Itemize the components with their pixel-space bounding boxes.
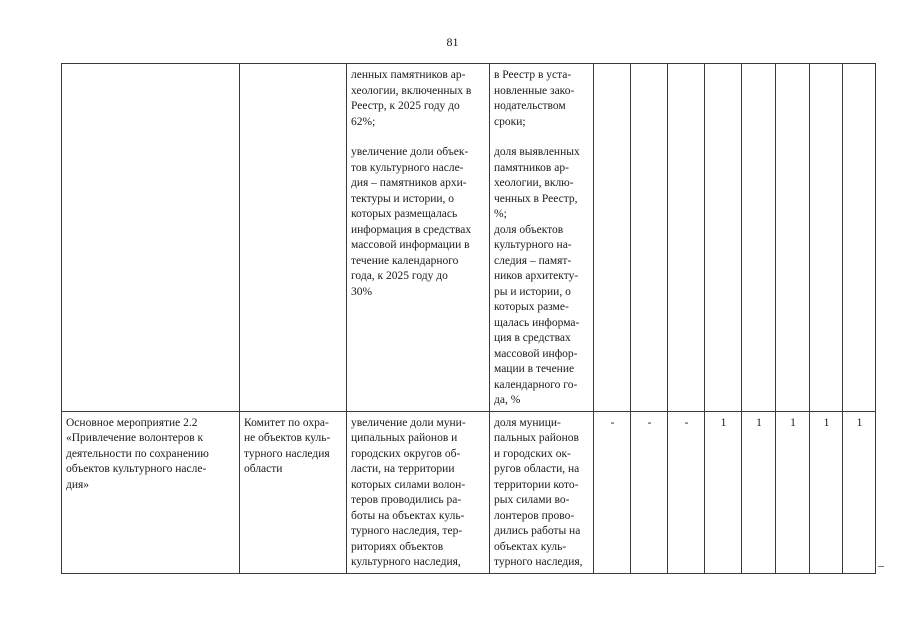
result-cell — [347, 64, 490, 412]
value-cell: 1 — [705, 411, 742, 573]
text-line: которых разме- — [494, 301, 569, 313]
value-cell — [631, 64, 668, 412]
value-cell: - — [631, 411, 668, 573]
text-line: ция в средствах — [494, 332, 571, 344]
value-cell: 1 — [810, 411, 843, 573]
text-line: ленных памятников ар- — [351, 69, 466, 81]
value-cell: 1 — [843, 411, 876, 573]
text-line: мации в течение — [494, 363, 575, 375]
text-line: ников архитекту- — [494, 270, 579, 282]
text-line: турного наследия, — [494, 556, 583, 568]
paragraph — [351, 68, 486, 130]
text-line: в Реестр в уста- — [494, 69, 572, 81]
text-line: которых размещалась — [351, 208, 458, 220]
text-line: турного наследия, тер- — [351, 525, 463, 537]
text-line: увеличение доли муни- — [351, 416, 466, 429]
text-line: и городских ок- — [494, 447, 571, 460]
text-line: да, % — [494, 394, 521, 406]
scan-mark — [878, 566, 884, 567]
text-line: рых силами во- — [494, 494, 570, 506]
value-cell: 1 — [742, 411, 776, 573]
text-line: ласти, на территории — [351, 463, 455, 475]
text-line: массовой информации в — [351, 239, 470, 251]
responsible-cell — [240, 64, 347, 412]
text-line: пальных районов — [494, 432, 579, 444]
text-line: щалась информа- — [494, 316, 580, 329]
value-cell: 1 — [776, 411, 810, 573]
value-cell — [810, 64, 843, 412]
text-line: нодательством — [494, 100, 566, 112]
paragraph — [494, 416, 590, 571]
text-line: информация в средствах — [351, 223, 472, 236]
text-line: турного наследия — [244, 447, 330, 460]
text-line: ругов области, на — [494, 463, 580, 475]
text-line: культурного на- — [494, 239, 572, 251]
text-line: %; — [494, 208, 507, 220]
event-cell — [62, 411, 240, 573]
text-line: которых силами волон- — [351, 478, 466, 491]
text-line: течение календарного — [351, 254, 459, 267]
value-cell — [843, 64, 876, 412]
text-line: лонтеров прово- — [494, 509, 575, 522]
value-cell: - — [594, 411, 631, 573]
text-line: тектуры и истории, о — [351, 192, 455, 205]
text-line: 30% — [351, 285, 373, 298]
indicator-cell — [490, 411, 594, 573]
text-line: объектов культурного насле- — [66, 463, 207, 475]
value-cell — [668, 64, 705, 412]
text-line: увеличение доли объек- — [351, 146, 469, 158]
text-line: следия – памят- — [494, 254, 572, 267]
text-line: тов культурного насле- — [351, 161, 464, 174]
text-line: ры и истории, о — [494, 285, 571, 298]
text-line: массовой инфор- — [494, 347, 578, 360]
result-cell — [347, 411, 490, 573]
paragraph — [494, 145, 590, 409]
text-line: новленные зако- — [494, 84, 575, 97]
text-line: объектах куль- — [494, 540, 567, 553]
text-line: 62%; — [351, 115, 376, 128]
paragraph — [351, 416, 486, 571]
value-cell: - — [668, 411, 705, 573]
paragraph — [494, 68, 590, 130]
text-line: сроки; — [494, 115, 526, 128]
text-line: ципальных районов и — [351, 432, 458, 444]
text-line: доля выявленных — [494, 146, 580, 158]
text-line: области — [244, 463, 283, 475]
text-line: Реестр, к 2025 году до — [351, 100, 460, 112]
text-line: хеологии, вклю- — [494, 177, 574, 189]
text-line: Основное мероприятие 2.2 — [66, 416, 198, 429]
text-line: доля муници- — [494, 416, 561, 429]
text-line: доля объектов — [494, 223, 564, 236]
text-line: не объектов куль- — [244, 432, 331, 444]
text-line: боты на объектах куль- — [351, 509, 465, 522]
text-line: теров проводились ра- — [351, 494, 462, 506]
text-line: городских округов об- — [351, 447, 461, 460]
paragraph — [351, 145, 486, 300]
text-line: дия – памятников архи- — [351, 177, 467, 189]
text-line: «Привлечение волонтеров к — [66, 432, 204, 444]
indicator-cell — [490, 64, 594, 412]
page-number: 81 — [446, 35, 459, 49]
program-events-table — [61, 63, 876, 574]
text-line: деятельности по сохранению — [66, 447, 209, 460]
event-cell — [62, 64, 240, 412]
table-row — [62, 411, 876, 573]
table-row — [62, 64, 876, 412]
text-line: территории кото- — [494, 478, 579, 491]
text-line: ченных в Реестр, — [494, 192, 578, 205]
responsible-cell — [240, 411, 347, 573]
value-cell — [594, 64, 631, 412]
text-line: дия» — [66, 478, 90, 491]
text-line: хеологии, включенных в — [351, 84, 472, 97]
value-cell — [776, 64, 810, 412]
text-line: риториях объектов — [351, 540, 444, 553]
text-line: года, к 2025 году до — [351, 270, 448, 282]
value-cell — [742, 64, 776, 412]
text-line: календарного го- — [494, 378, 578, 391]
text-line: культурного наследия, — [351, 556, 461, 568]
text-line: дились работы на — [494, 525, 581, 537]
text-line: Комитет по охра- — [244, 416, 329, 429]
value-cell — [705, 64, 742, 412]
text-line: памятников ар- — [494, 161, 569, 174]
